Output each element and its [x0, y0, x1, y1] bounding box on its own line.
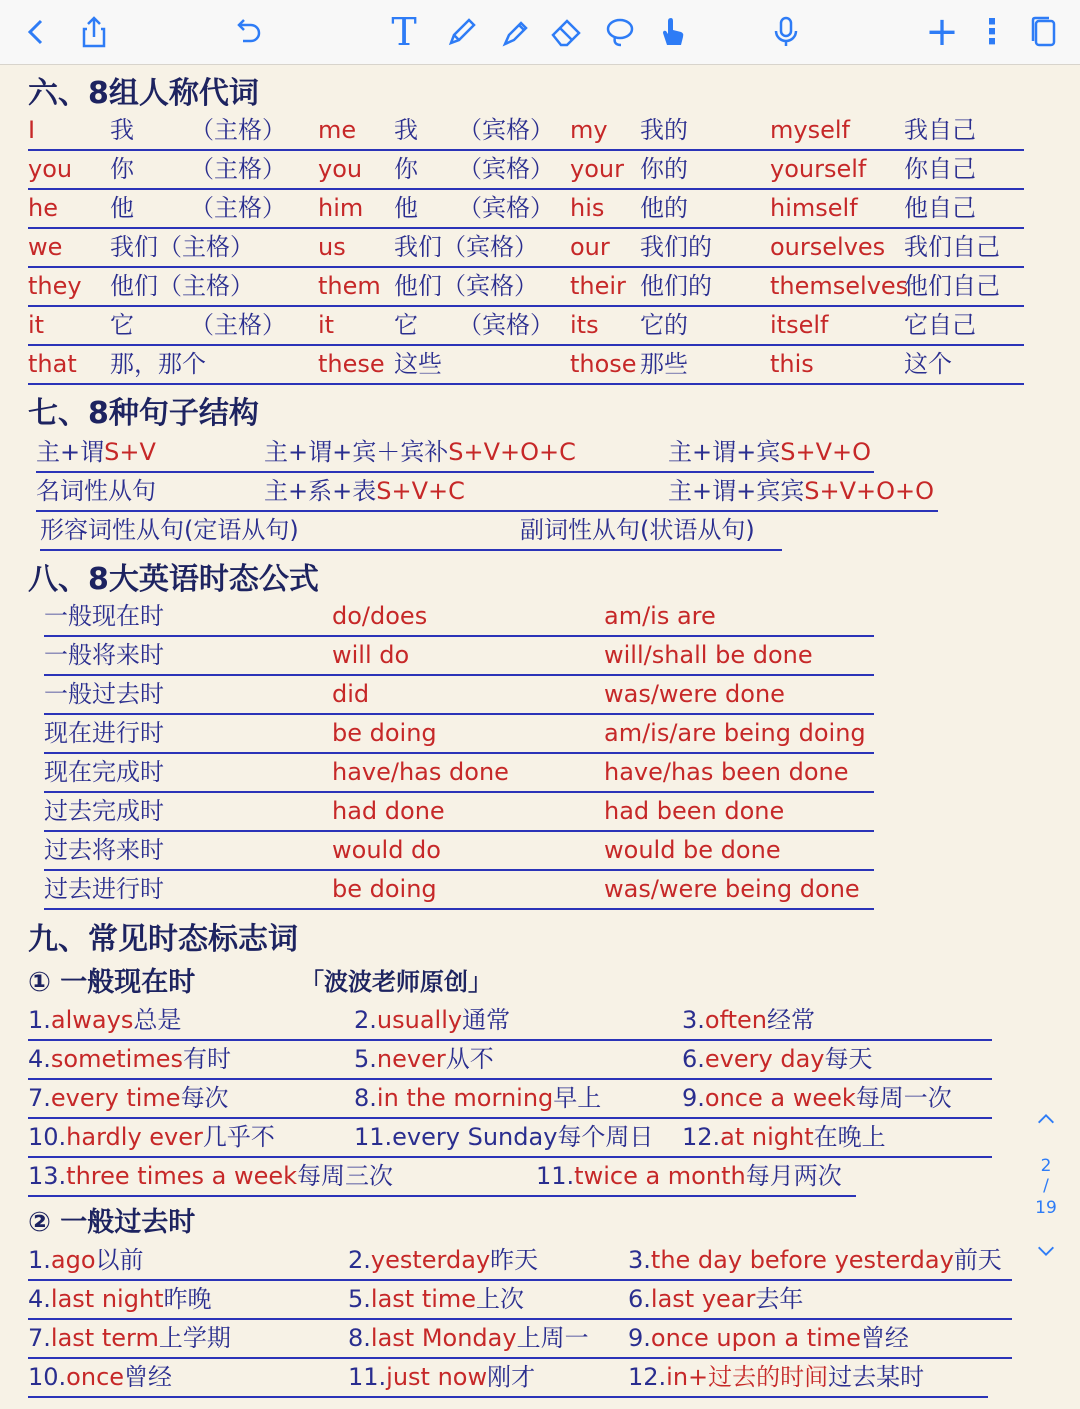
touch-icon[interactable] — [650, 10, 694, 54]
signal-row — [0, 1359, 1080, 1398]
signal-number: 7. — [28, 1324, 51, 1352]
tense-cell: was/were done — [604, 676, 874, 715]
past-signal-subtitle: ② 一般过去时 — [28, 1207, 196, 1238]
pronoun-cell: 我 — [110, 112, 190, 151]
signal-word-en: the day before yesterday — [650, 1246, 954, 1274]
signal-number: 8. — [354, 1084, 377, 1112]
section-signal-words-title: 九、常见时态标志词 — [28, 922, 298, 957]
pronoun-cell: 我们的 — [640, 229, 770, 268]
pronoun-cell — [190, 229, 318, 268]
signal-number: 7. — [28, 1084, 51, 1112]
structure-formula: S+V+O+C — [448, 438, 576, 466]
signal-word-zh: 上次 — [476, 1285, 525, 1313]
pronoun-cell: himself — [770, 190, 904, 229]
tense-cell: 现在进行时 — [44, 715, 332, 754]
pronoun-cell — [458, 268, 570, 307]
signal-cell — [28, 1320, 348, 1359]
tense-cell: 一般过去时 — [44, 676, 332, 715]
pronoun-cell: their — [570, 268, 640, 307]
structure-cell — [36, 434, 264, 473]
pronoun-cell — [190, 268, 318, 307]
tense-row — [0, 793, 1080, 832]
signal-cell — [348, 1242, 628, 1281]
signal-number: 2. — [348, 1246, 371, 1274]
signal-word-zh: 每周一次 — [855, 1084, 952, 1112]
pronoun-row — [0, 190, 1080, 229]
pronoun-cell: 他自己 — [904, 190, 1024, 229]
pronoun-cell: these — [318, 346, 394, 385]
pronoun-cell: him — [318, 190, 394, 229]
tense-cell: 一般现在时 — [44, 598, 332, 637]
signal-word-en: in the morning — [376, 1084, 554, 1112]
pronoun-cell: 我们（主格） — [110, 229, 190, 268]
signal-number: 12. — [628, 1363, 667, 1391]
pronoun-cell: （主格） — [190, 307, 318, 346]
signal-word-en: last term — [50, 1324, 159, 1352]
structure-cell — [36, 473, 264, 512]
signal-number: 11. — [348, 1363, 387, 1391]
pronoun-cell: 你自己 — [904, 151, 1024, 190]
pronoun-cell: 你 — [394, 151, 458, 190]
tense-cell: 过去完成时 — [44, 793, 332, 832]
pronoun-cell: ourselves — [770, 229, 904, 268]
signal-word-en: usually — [376, 1006, 463, 1034]
signal-word-en: always — [50, 1006, 134, 1034]
pronoun-cell: you — [318, 151, 394, 190]
signal-row — [0, 1320, 1080, 1359]
pronoun-cell: those — [570, 346, 640, 385]
pronoun-cell: I — [28, 112, 110, 151]
page-indicator-total: 19 — [1035, 1198, 1057, 1218]
pronoun-cell: 他们（宾格） — [394, 268, 458, 307]
signal-word-zh: 有时 — [182, 1045, 231, 1073]
signal-number: 13. — [28, 1162, 67, 1190]
pronoun-row — [0, 346, 1080, 385]
signal-cell — [28, 1359, 348, 1398]
signal-word-zh: 前天 — [953, 1246, 1002, 1274]
signal-number: 10. — [28, 1363, 67, 1391]
tense-cell: be doing — [332, 715, 604, 754]
pronoun-cell: myself — [770, 112, 904, 151]
signal-word-en: once — [66, 1363, 125, 1391]
structure-formula: S+V+O — [780, 438, 871, 466]
highlighter-icon[interactable] — [494, 10, 538, 54]
page-indicator-slash: / — [1043, 1176, 1049, 1196]
signal-word-en: sometimes — [50, 1045, 183, 1073]
structure-formula: S+V+C — [376, 477, 465, 505]
structure-cell — [264, 434, 668, 473]
structure-label: 主+谓+宾 — [668, 438, 781, 466]
structure-row — [0, 512, 1080, 551]
pronoun-cell: 那，那个 — [110, 346, 190, 385]
signal-number: 11.every Sunday — [354, 1123, 558, 1151]
signal-cell — [682, 1002, 992, 1041]
pronoun-cell: 这些 — [394, 346, 458, 385]
signal-row — [0, 1080, 1080, 1119]
pronoun-cell: he — [28, 190, 110, 229]
structure-label: 名词性从句 — [36, 477, 156, 505]
signal-cell — [628, 1320, 1012, 1359]
signal-cell — [354, 1080, 682, 1119]
pronoun-cell: （主格） — [190, 151, 318, 190]
signal-number: 2. — [354, 1006, 377, 1034]
tense-row — [0, 676, 1080, 715]
pronoun-cell: it — [318, 307, 394, 346]
signal-word-zh: 每天 — [824, 1045, 873, 1073]
lasso-icon[interactable] — [598, 10, 642, 54]
pronoun-cell: you — [28, 151, 110, 190]
tense-row — [0, 754, 1080, 793]
pronoun-cell: your — [570, 151, 640, 190]
signal-cell — [348, 1359, 628, 1398]
signal-number: 10. — [28, 1123, 67, 1151]
signal-number: 5. — [354, 1045, 377, 1073]
pronoun-cell: itself — [770, 307, 904, 346]
tense-cell: have/has done — [332, 754, 604, 793]
signal-word-zh: 每周三次 — [297, 1162, 394, 1190]
signal-row — [0, 1158, 1080, 1197]
pronoun-cell: 我自己 — [904, 112, 1024, 151]
tense-cell: 过去将来时 — [44, 832, 332, 871]
structure-label: 主+谓 — [36, 438, 105, 466]
signal-word-zh: 曾经 — [124, 1363, 173, 1391]
signal-word-en: once a week — [704, 1084, 856, 1112]
tense-row — [0, 715, 1080, 754]
section-pronouns-title: 六、8组人称代词 — [28, 76, 259, 111]
tense-row — [0, 832, 1080, 871]
pronoun-cell: 我的 — [640, 112, 770, 151]
signal-number: 3. — [628, 1246, 651, 1274]
signal-word-zh: 总是 — [133, 1006, 182, 1034]
signal-number: 12. — [682, 1123, 721, 1151]
pronoun-cell: us — [318, 229, 394, 268]
pronoun-cell: they — [28, 268, 110, 307]
pronoun-cell: 我们（宾格） — [394, 229, 458, 268]
tense-row — [0, 871, 1080, 910]
signal-word-en: once upon a time — [650, 1324, 861, 1352]
note-page — [0, 64, 1080, 1409]
signal-word-en: just now — [386, 1363, 488, 1391]
pronoun-cell: 他 — [110, 190, 190, 229]
signal-word-zh: 以前 — [95, 1246, 144, 1274]
eraser-icon[interactable] — [544, 10, 588, 54]
pronoun-cell: 他们（主格） — [110, 268, 190, 307]
tense-cell: will/shall be done — [604, 637, 874, 676]
tense-row — [0, 637, 1080, 676]
share-icon[interactable] — [72, 10, 116, 54]
pronoun-cell: his — [570, 190, 640, 229]
pronoun-cell: 它 — [394, 307, 458, 346]
pronoun-cell: them — [318, 268, 394, 307]
structure-row — [0, 473, 1080, 512]
pages-icon[interactable] — [1022, 10, 1066, 54]
signal-word-zh: 从不 — [445, 1045, 494, 1073]
pronoun-cell: our — [570, 229, 640, 268]
tense-cell: be doing — [332, 871, 604, 910]
page-indicator-current: 2 — [1040, 1156, 1052, 1176]
signal-cell — [28, 1242, 348, 1281]
tense-cell: 过去进行时 — [44, 871, 332, 910]
signal-cell — [628, 1281, 1012, 1320]
signal-number: 9. — [628, 1324, 651, 1352]
pronoun-cell: 这个 — [904, 346, 1024, 385]
structure-cell — [668, 473, 938, 512]
signal-number: 1. — [28, 1246, 51, 1274]
signal-word-en: twice a month — [574, 1162, 746, 1190]
signal-row — [0, 1041, 1080, 1080]
signal-word-en: never — [376, 1045, 446, 1073]
tense-cell: had been done — [604, 793, 874, 832]
signal-cell — [28, 1080, 354, 1119]
signal-number: 4. — [28, 1045, 51, 1073]
pronoun-cell: yourself — [770, 151, 904, 190]
signal-word-en: in+过去的时间 — [666, 1363, 829, 1391]
pronoun-row — [0, 229, 1080, 268]
pronoun-cell: 他的 — [640, 190, 770, 229]
signal-number: 3. — [682, 1006, 705, 1034]
pronoun-cell: （宾格） — [458, 112, 570, 151]
credit-label: 「波波老师原创」 — [300, 968, 492, 996]
signal-word-en: last year — [650, 1285, 756, 1313]
tense-cell: would do — [332, 832, 604, 871]
signal-word-zh: 每个周日 — [557, 1123, 654, 1151]
microphone-icon[interactable] — [764, 10, 808, 54]
pronoun-row — [0, 151, 1080, 190]
signal-cell — [28, 1119, 354, 1158]
signal-word-zh: 去年 — [755, 1285, 804, 1313]
pronoun-cell: 他 — [394, 190, 458, 229]
signal-cell — [354, 1041, 682, 1080]
signal-word-zh: 早上 — [553, 1084, 602, 1112]
pronoun-row — [0, 307, 1080, 346]
signal-word-en: often — [704, 1006, 768, 1034]
signal-word-zh: 每次 — [180, 1084, 229, 1112]
signal-cell — [28, 1002, 354, 1041]
scroll-down-icon[interactable] — [1026, 1240, 1066, 1267]
pronoun-cell: 它自己 — [904, 307, 1024, 346]
tense-cell: am/is are — [604, 598, 874, 637]
tense-row — [0, 598, 1080, 637]
toolbar — [0, 0, 1080, 65]
tense-cell: did — [332, 676, 604, 715]
pronoun-cell: 我 — [394, 112, 458, 151]
signal-word-zh: 昨晚 — [163, 1285, 212, 1313]
signal-cell — [354, 1119, 682, 1158]
signal-word-zh: 过去某时 — [828, 1363, 925, 1391]
pronoun-cell: 他们自己 — [904, 268, 1024, 307]
pronoun-cell: （主格） — [190, 190, 318, 229]
present-signal-subtitle: ① 一般现在时 — [28, 967, 196, 998]
pronoun-cell: its — [570, 307, 640, 346]
signal-word-en: three times a week — [66, 1162, 298, 1190]
text-tool-icon[interactable]: T — [391, 10, 417, 54]
tense-cell: 现在完成时 — [44, 754, 332, 793]
pronoun-cell: （宾格） — [458, 190, 570, 229]
signal-cell — [628, 1242, 1012, 1281]
structure-formula: S+V+O+O — [804, 477, 934, 505]
signal-number: 11. — [536, 1162, 575, 1190]
tense-cell: have/has been done — [604, 754, 874, 793]
signal-number: 6. — [628, 1285, 651, 1313]
scroll-up-icon[interactable] — [1026, 1108, 1066, 1135]
pronoun-cell — [458, 229, 570, 268]
signal-number: 4. — [28, 1285, 51, 1313]
signal-word-zh: 上学期 — [158, 1324, 231, 1352]
signal-row — [0, 1002, 1080, 1041]
signal-cell — [628, 1359, 988, 1398]
signal-cell — [682, 1080, 992, 1119]
tense-cell: 一般将来时 — [44, 637, 332, 676]
pronoun-cell — [458, 346, 570, 385]
pen-icon[interactable] — [440, 10, 484, 54]
signal-word-en: at night — [720, 1123, 814, 1151]
signal-cell — [348, 1320, 628, 1359]
tense-cell: was/were being done — [604, 871, 874, 910]
section-tenses-title: 八、8大英语时态公式 — [28, 562, 319, 597]
pronoun-cell: themselves — [770, 268, 904, 307]
tense-cell: will do — [332, 637, 604, 676]
pronoun-cell: （宾格） — [458, 307, 570, 346]
tense-cell: would be done — [604, 832, 874, 871]
back-icon[interactable] — [14, 10, 58, 54]
signal-word-en: every day — [704, 1045, 825, 1073]
pronoun-cell: 那些 — [640, 346, 770, 385]
signal-row — [0, 1281, 1080, 1320]
pronoun-cell: it — [28, 307, 110, 346]
structure-label: 副词性从句(状语从句) — [520, 516, 755, 544]
pronoun-cell: my — [570, 112, 640, 151]
signal-word-en: every time — [50, 1084, 181, 1112]
structure-cell — [668, 434, 874, 473]
structure-label: 主+谓+宾＋宾补 — [264, 438, 449, 466]
structure-label: 主+系+表 — [264, 477, 377, 505]
signal-word-zh: 经常 — [767, 1006, 816, 1034]
pronoun-cell: this — [770, 346, 904, 385]
signal-cell — [348, 1281, 628, 1320]
signal-word-en: yesterday — [370, 1246, 491, 1274]
signal-number: 8. — [348, 1324, 371, 1352]
signal-cell — [536, 1158, 856, 1197]
signal-number: 9. — [682, 1084, 705, 1112]
pronoun-cell: 你 — [110, 151, 190, 190]
structure-cell — [520, 512, 782, 551]
pronoun-cell: 他们的 — [640, 268, 770, 307]
pronoun-cell: me — [318, 112, 394, 151]
signal-word-zh: 曾经 — [860, 1324, 909, 1352]
structure-label: 形容词性从句(定语从句) — [40, 516, 299, 544]
structure-row — [0, 434, 1080, 473]
signal-cell — [28, 1281, 348, 1320]
pronoun-cell — [190, 346, 318, 385]
add-icon[interactable]: + — [925, 9, 959, 55]
signal-word-zh: 上周一 — [516, 1324, 589, 1352]
undo-icon[interactable] — [226, 10, 270, 54]
signal-cell — [682, 1119, 992, 1158]
signal-word-zh: 每月两次 — [745, 1162, 842, 1190]
section-structures-title: 七、8种句子结构 — [28, 396, 259, 431]
more-icon[interactable]: ⋮ — [975, 12, 1009, 52]
signal-word-zh: 昨天 — [490, 1246, 539, 1274]
signal-word-zh: 几乎不 — [202, 1123, 275, 1151]
structure-label: 主+谓+宾宾 — [668, 477, 805, 505]
signal-word-en: hardly ever — [66, 1123, 203, 1151]
signal-row — [0, 1242, 1080, 1281]
pronoun-row — [0, 268, 1080, 307]
pronoun-cell: （宾格） — [458, 151, 570, 190]
tense-cell: am/is/are being doing — [604, 715, 874, 754]
pronoun-cell: that — [28, 346, 110, 385]
signal-row — [0, 1119, 1080, 1158]
signal-number: 5. — [348, 1285, 371, 1313]
signal-cell — [28, 1158, 536, 1197]
pronoun-cell: （主格） — [190, 112, 318, 151]
structure-cell — [264, 473, 668, 512]
signal-cell — [28, 1041, 354, 1080]
structure-formula: S+V — [104, 438, 156, 466]
signal-cell — [354, 1002, 682, 1041]
signal-number: 1. — [28, 1006, 51, 1034]
pronoun-cell: 你的 — [640, 151, 770, 190]
signal-word-en: last time — [370, 1285, 477, 1313]
signal-word-zh: 刚才 — [487, 1363, 536, 1391]
signal-word-zh: 通常 — [462, 1006, 511, 1034]
pronoun-cell: 它的 — [640, 307, 770, 346]
pronoun-cell: we — [28, 229, 110, 268]
tense-cell: had done — [332, 793, 604, 832]
signal-word-en: last night — [50, 1285, 164, 1313]
structure-cell — [40, 512, 520, 551]
signal-word-en: last Monday — [370, 1324, 517, 1352]
signal-word-en: ago — [50, 1246, 96, 1274]
tense-cell: do/does — [332, 598, 604, 637]
pronoun-row — [0, 112, 1080, 151]
signal-word-zh: 在晚上 — [813, 1123, 886, 1151]
pronoun-cell: 我们自己 — [904, 229, 1024, 268]
signal-number: 6. — [682, 1045, 705, 1073]
pronoun-cell: 它 — [110, 307, 190, 346]
signal-cell — [682, 1041, 992, 1080]
